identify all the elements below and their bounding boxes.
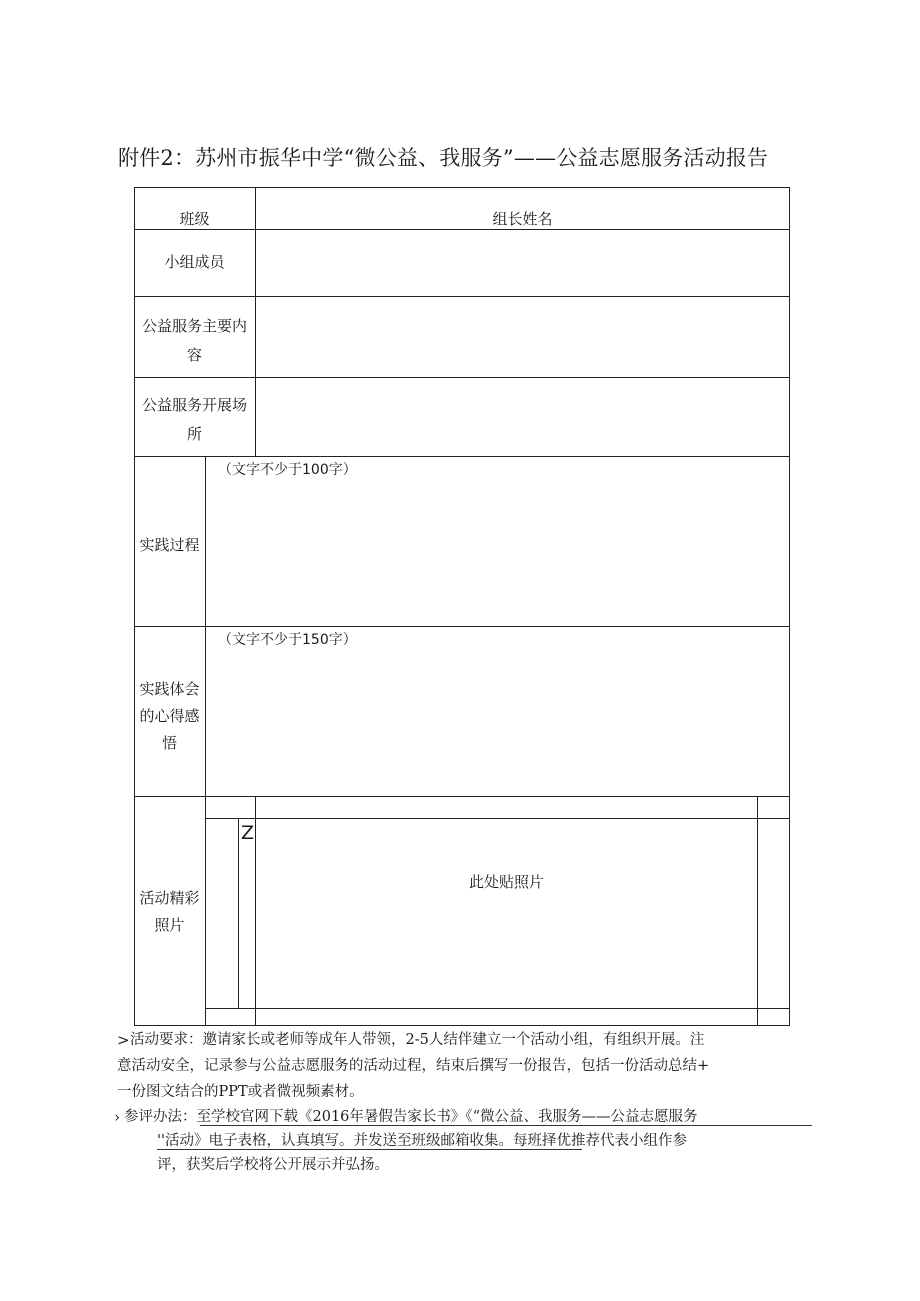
evaluation-underline: [157, 1149, 582, 1150]
row-divider: [134, 456, 790, 457]
photo-placeholder-text: 此处贴照片: [468, 873, 544, 891]
photo-frame-line: [757, 796, 758, 1026]
photo-frame-line: [205, 1008, 790, 1009]
service-venue-label-line: 所: [186, 425, 202, 443]
row-divider: [134, 626, 790, 627]
class-label: 班级: [179, 210, 210, 228]
reflection-input-area[interactable]: [206, 648, 789, 796]
practice-process-label: 实践过程: [139, 536, 200, 554]
service-content-input-area[interactable]: [256, 297, 789, 377]
reflection-word-hint: （文字不少于150字）: [218, 632, 357, 648]
photo-paste-area[interactable]: [256, 819, 757, 1008]
reflection-label-line: 悟: [161, 734, 177, 752]
photo-corner-mark: Z: [241, 822, 255, 844]
service-venue-label: [134, 391, 255, 449]
evaluation-line: 评，获奖后学校将公开展示并弘扬。: [157, 1157, 389, 1173]
page-title: 附件2：苏州市振华中学“微公益、我服务”——公益志愿服务活动报告: [118, 146, 769, 170]
service-venue-input-area[interactable]: [256, 378, 789, 456]
service-venue-label-line: 公益服务开展场: [141, 396, 247, 414]
practice-process-input-area[interactable]: [206, 478, 789, 626]
photo-frame-line: [238, 818, 239, 1009]
evaluation-marker: ›: [114, 1108, 120, 1126]
activity-photos-label-line: 活动精彩: [139, 889, 200, 907]
members-input-area[interactable]: [256, 230, 789, 296]
service-content-label-line: 公益服务主要内: [141, 317, 247, 335]
requirements-marker: >: [117, 1031, 130, 1049]
service-content-label-line: 容: [186, 346, 202, 364]
activity-photos-label: [134, 885, 205, 939]
requirements-line: 活动要求：邀请家长或老师等成年人带领，2-5人结伴建立一个活动小组，有组织开展。注: [130, 1032, 705, 1048]
process-word-hint: （文字不少于100字）: [218, 462, 357, 478]
leader-name-label: 组长姓名: [492, 210, 553, 228]
requirements-line: 意活动安全，记录参与公益志愿服务的活动过程，结束后撰写一份报告，包括一份活动总结+: [117, 1058, 710, 1074]
row-divider: [134, 796, 790, 797]
service-content-label: [134, 312, 255, 370]
evaluation-line: ''活动》电子表格，认真填写。并发送至班级邮箱收集。每班择优推荐代表小组作参: [157, 1133, 687, 1149]
table-border-right: [789, 187, 790, 1026]
reflection-label-line: 的心得感: [139, 707, 200, 725]
evaluation-line: 参评办法：至学校官网下载《2016年暑假告家长书》《“微公益、我服务——公益志愿服务: [124, 1109, 698, 1125]
table-border-bottom: [134, 1025, 790, 1026]
reflection-label-line: 实践体会: [139, 680, 200, 698]
evaluation-underline: [200, 1125, 812, 1126]
reflection-label: [134, 676, 205, 757]
activity-photos-label-line: 照片: [154, 916, 185, 934]
requirements-line: 一份图文结合的PPT或者微视频素材。: [117, 1084, 364, 1100]
members-label: 小组成员: [164, 253, 225, 271]
table-border-top: [134, 187, 790, 188]
